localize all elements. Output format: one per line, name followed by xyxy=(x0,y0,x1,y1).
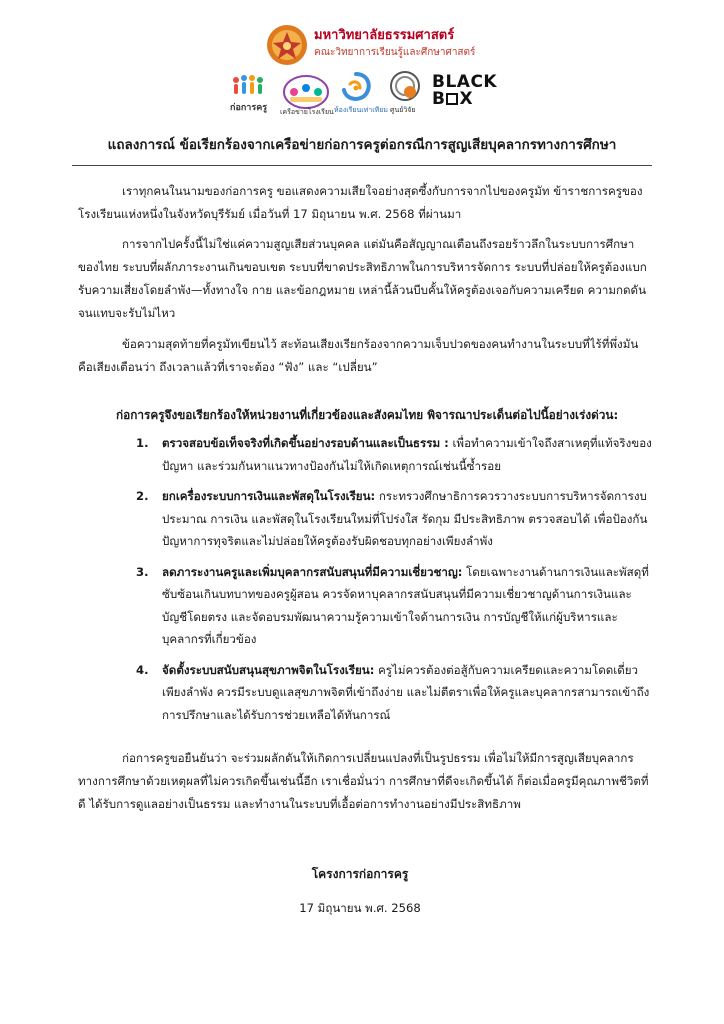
signature: โครงการก่อการครู xyxy=(311,867,409,881)
paragraph-2 xyxy=(78,233,652,325)
item-body: เพื่อทำความเข้าใจถึงสาเหตุที่แท้จริงของปัญหา และร่วมกันหาแนวทางป้องกันไม่ให้เกิดเหตุการณ์เช่นนี้ซ้ำรอย xyxy=(162,436,652,473)
item-number: 2. xyxy=(136,489,149,503)
equal-classroom-logo xyxy=(334,70,388,116)
blackbox-letter-x: X xyxy=(459,89,474,109)
paragraph-text: การจากไปครั้งนี้ไม่ใช่แค่ความสูญเสียส่วนบุคคล แต่มันคือสัญญาณเตือนถึงรอยร้าวลึกในระบบการศึกษาของไทย ระบบที่ผลักภาระงานเกินขอบเขต ระบบที่ขาดประสิทธิภาพในการบริหารจัดการ ระบบที่ปล่อยให้ครูต้องแบกรับความเสี่ยงโดยลำพัง—ทั้งทางใจ กาย และข้อกฎหมาย เหล่านี้ล้วนบีบคั้นให้ครูต้องเจอกับความเครียด ความกดดันจนแทบจะรับไม่ไหว xyxy=(78,237,647,320)
item-body: ครูไม่ควรต้องต่อสู้กับความเครียดและความโดดเดี่ยวเพียงลำพัง ควรมีระบบดูแลสุขภาพจิตที่เข้าถึงง่าย และไม่ตีตราเพื่อให้ครูและบุคลากรสามารถเข้าถึงการปรึกษาและได้รับการช่วยเหลือได้ทันการณ์ xyxy=(162,662,650,722)
korkankru-caption: ก่อการครู xyxy=(230,103,268,113)
document-title: แถลงการณ์ ข้อเรียกร้องจากเครือข่ายก่อการครูต่อกรณีการสูญเสียบุคลากรทางการศึกษา xyxy=(107,137,617,153)
network-caption: เครือข่ายโรงเรียน xyxy=(280,108,334,116)
item-heading: ตรวจสอบข้อเท็จจริงที่เกิดขึ้นอย่างรอบด้านและเป็นธรรม : xyxy=(162,436,449,450)
item-body: โดยเฉพาะงานด้านการเงินและพัสดุที่ซับซ้อนเกินบทบาทของครูผู้สอน ควรจัดหาบุคลากรสนับสนุนที่มีความเชี่ยวชาญด้านการเงินและบัญชีโดยตรง และจัดอบรมพัฒนาความรู้ความเข้าใจด้านการเงิน การบัญชีให้แก่ผู้บริหารและบุคลากรที่เกี่ยวข้อง xyxy=(162,564,649,646)
box-square-icon xyxy=(446,93,458,105)
list-item xyxy=(136,432,656,477)
university-seal-icon xyxy=(266,24,308,66)
blackbox-line-1: BLACK xyxy=(432,72,498,92)
research-emblem-icon xyxy=(384,70,426,106)
people-figures-icon xyxy=(228,70,270,104)
item-number: 1. xyxy=(136,436,149,450)
blackbox-line-2 xyxy=(432,91,502,108)
document-date: 17 มิถุนายน พ.ศ. 2568 xyxy=(299,901,421,915)
list-item xyxy=(136,561,656,651)
faculty-name: คณะวิทยาการเรียนรู้และศึกษาศาสตร์ xyxy=(314,47,476,58)
demands-lead: ก่อการครูจึงขอเรียกร้องให้หน่วยงานที่เกี่ยวข้องและสังคมไทย พิจารณาประเด็นต่อไปนี้อย่างเร่งด่วน: xyxy=(116,408,619,422)
children-circle-icon xyxy=(280,70,332,110)
title-divider xyxy=(72,165,652,166)
equal-classroom-caption: ห้องเรียนเท่าเทียม xyxy=(334,106,388,114)
item-heading: ยกเครื่องระบบการเงินและพัสดุในโรงเรียน: xyxy=(162,489,376,503)
item-number: 3. xyxy=(136,564,149,579)
paragraph-1 xyxy=(78,180,652,226)
research-center-caption: ศูนย์วิจัย xyxy=(390,106,416,114)
research-center-logo xyxy=(384,70,426,116)
list-item xyxy=(136,659,656,727)
blackbox-logo xyxy=(432,74,502,108)
item-body: กระทรวงศึกษาธิการควรวางระบบการบริหารจัดการงบประมาณ การเงิน และพัสดุในโรงเรียนใหม่ที่โปร่งใส รัดกุม มีประสิทธิภาพ ตรวจสอบได้ เพื่อป้องกันปัญหาการทุจริตและไม่ปล่อยให้ครูต้องรับผิดชอบทุกอย่างเพียงลำพัง xyxy=(162,489,648,548)
paragraph-text: ข้อความสุดท้ายที่ครูมัทเขียนไว้ สะท้อนเสียงเรียกร้องจากความเจ็บปวดของคนทำงานในระบบที่ไร้ที่พึ่งมันคือเสียงเตือนว่า ถึงเวลาแล้วที่เราจะต้อง “ฟัง” และ “เปลี่ยน” xyxy=(78,337,639,374)
university-name: มหาวิทยาลัยธรรมศาสตร์ xyxy=(314,28,455,43)
blackbox-letter-b: B xyxy=(432,89,446,109)
paragraph-3 xyxy=(78,333,652,379)
item-heading: ลดภาระงานครูและเพิ่มบุคลากรสนับสนุนที่มีความเชี่ยวชาญ: xyxy=(162,564,463,579)
network-logo xyxy=(280,70,332,116)
paragraph-text: เราทุกคนในนามของก่อการครู ขอแสดงความเสียใจอย่างสุดซึ้งกับการจากไปของครูมัท ข้าราชการครูของโรงเรียนแห่งหนึ่งในจังหวัดบุรีรัมย์ เมื่อวันที่ 17 มิถุนายน พ.ศ. 2568 ที่ผ่านมา xyxy=(78,184,643,221)
demands-list xyxy=(136,432,656,734)
item-number: 4. xyxy=(136,662,149,677)
partner-logos xyxy=(228,70,498,116)
closing-paragraph: ก่อการครูขอยืนยันว่า จะร่วมผลักดันให้เกิดการเปลี่ยนแปลงที่เป็นรูปธรรม เพื่อไม่ให้มีการสูญเสียบุคลากรทางการศึกษาด้วยเหตุผลที่ไม่ควรเกิดขึ้นเช่นนี้อีก เราเชื่อมั่นว่า การศึกษาที่ดีจะเกิดขึ้นได้ ก็ต่อเมื่อครูมีคุณภาพชีวิตที่ดี ได้รับการดูแลอย่างเป็นธรรม และทำงานในระบบที่เอื้อต่อการทำงานอย่างมีประสิทธิภาพ xyxy=(78,751,649,811)
swirl-icon xyxy=(336,70,376,106)
university-header xyxy=(266,24,496,68)
list-item xyxy=(136,485,656,553)
korkankru-logo xyxy=(228,70,270,116)
item-heading: จัดตั้งระบบสนับสนุนสุขภาพจิตในโรงเรียน: xyxy=(162,662,375,677)
